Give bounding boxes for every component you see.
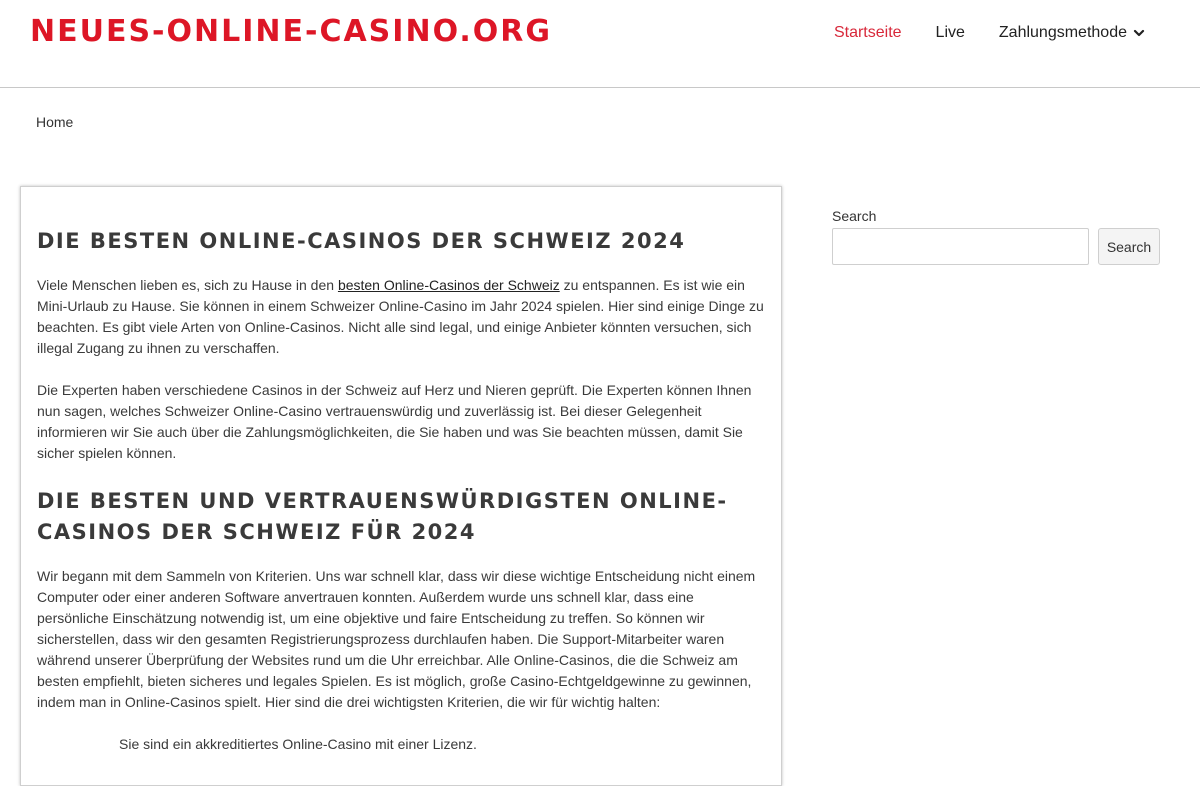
article-paragraph: Wir begann mit dem Sammeln von Kriterien. Uns war schnell klar, dass wir diese wichtige Entscheidung nicht einem Computer oder einer anderen Software anvertrauen konnten. Außerdem wurde uns schnell klar, dass eine persönliche Einschätzung notwendig ist, um eine objektive und faire Entscheidung zu treffen. So können wir sicherstellen, dass wir den gesamten Registrierungsprozess durchlaufen haben. Die Support-Mitarbeiter waren während unserer Überprüfung der Websites rund um die Uhr erreichbar. Alle Online-Casinos, die die Schweiz am besten empfiehlt, bieten sicheres und legales Spielen. Es ist möglich, große Casino-Echtgeldgewinne zu gewinnen, indem man in Online-Casinos spielt. Hier sind die drei wichtigsten Kriterien, die wir für wichtig halten: <box>37 568 756 710</box>
nav-item-zahlungsmethode[interactable] <box>999 24 1145 42</box>
nav-item-zahlungsmethode-label: Zahlungsmethode <box>998 24 1127 41</box>
search-button[interactable]: Search <box>1098 228 1160 265</box>
paragraph-text: zu entspannen. Es ist wie ein Mini-Urlaub zu Hause. Sie können in einem Schweizer Online-Casino im Jahr 2024 spielen. Hier sind einige Dinge zu beachten. Es gibt viele Arten von Online-Casinos. Nicht alle sind legal, und einige Anbieter könnten versuchen, sich illegal Zugang zu ihnen zu verschaffen. <box>37 277 764 356</box>
sidebar <box>832 208 1162 265</box>
article-container <box>20 186 782 786</box>
breadcrumb[interactable]: Home <box>36 114 74 130</box>
criteria-list <box>37 734 765 755</box>
article-paragraph <box>37 275 765 359</box>
site-logo[interactable]: NEUES-ONLINE-CASINO.ORG <box>30 14 553 49</box>
list-item: Sie sind ein akkreditiertes Online-Casino mit einer Lizenz. <box>119 736 477 752</box>
main-nav <box>800 24 1145 42</box>
section-title: DIE BESTEN UND VERTRAUENSWÜRDIGSTEN ONLINE-CASINOS DER SCHWEIZ FÜR 2024 <box>37 489 728 544</box>
nav-item-live[interactable]: Live <box>935 24 965 41</box>
site-header <box>0 0 1200 88</box>
search-label: Search <box>832 208 877 224</box>
search-form <box>832 228 1162 265</box>
chevron-down-icon <box>1133 27 1145 39</box>
paragraph-text: Viele Menschen lieben es, sich zu Hause in den <box>37 277 338 293</box>
search-input[interactable] <box>832 228 1089 265</box>
best-casinos-link[interactable]: besten Online-Casinos der Schweiz <box>337 277 560 293</box>
article-paragraph: Die Experten haben verschiedene Casinos in der Schweiz auf Herz und Nieren geprüft. Die Experten können Ihnen nun sagen, welches Schweizer Online-Casino vertrauenswürdig und zuverlässig ist. Bei dieser Gelegenheit informieren wir Sie auch über die Zahlungsmöglichkeiten, die Sie haben und was Sie beachten müssen, damit Sie sicher spielen können. <box>37 382 752 461</box>
nav-item-startseite[interactable]: Startseite <box>833 24 902 41</box>
article-title: DIE BESTEN ONLINE-CASINOS DER SCHWEIZ 2024 <box>37 229 686 253</box>
